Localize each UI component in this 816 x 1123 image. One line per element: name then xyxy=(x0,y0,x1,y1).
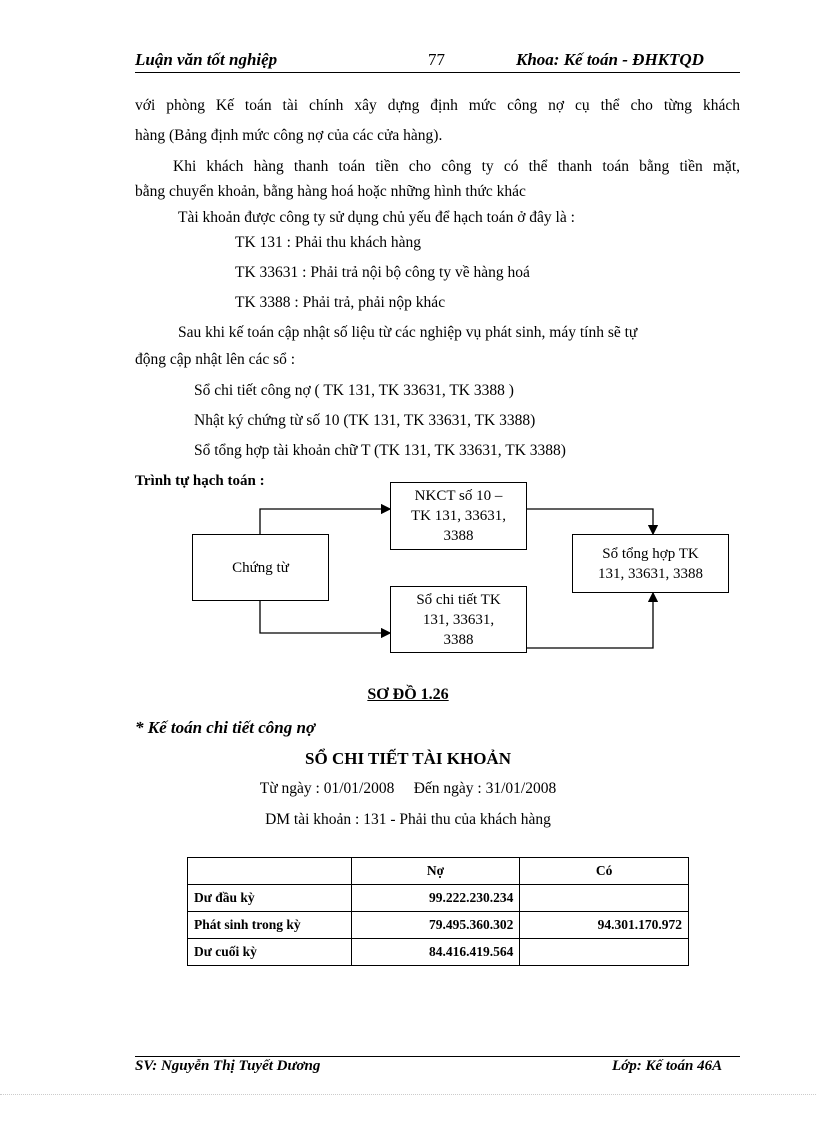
paragraph-4-line-2: động cập nhật lên các sổ : xyxy=(135,351,296,368)
journal-box xyxy=(390,482,527,550)
section-heading: * Kế toán chi tiết công nợ xyxy=(135,718,316,737)
ledger-date-range: Từ ngày : 01/01/2008 Đến ngày : 31/01/2008 xyxy=(259,780,557,797)
paragraph-1-line-2: hàng (Bảng định mức công nợ của các cửa hàng). xyxy=(135,127,443,144)
row-label: Dư cuối kỳ xyxy=(188,939,352,966)
diagram-label: Trình tự hạch toán : xyxy=(135,473,265,489)
diagram-caption: SƠ ĐỒ 1.26 xyxy=(367,686,449,703)
journal-line: 3388 xyxy=(443,528,474,544)
credit-value xyxy=(520,885,689,912)
page-number: 77 xyxy=(428,50,445,69)
paragraph-4-line-1: Sau khi kế toán cập nhật số liệu từ các nghiệp vụ phát sinh, máy tính sẽ tự xyxy=(178,324,638,341)
row-label: Dư đầu kỳ xyxy=(188,885,352,912)
table-row xyxy=(188,885,689,912)
journal-line: TK 131, 33631, xyxy=(411,508,506,524)
paragraph-1-line-1: với phòng Kế toán tài chính xây dựng định mức công nợ cụ thể cho từng khách xyxy=(135,97,740,114)
table-row xyxy=(188,939,689,966)
col-credit-header: Có xyxy=(520,858,689,885)
book-item: Sổ tổng hợp tài khoản chữ T (TK 131, TK 33631, TK 3388) xyxy=(194,442,566,459)
ledger-table xyxy=(187,857,689,966)
account-item: TK 33631 : Phải trả nội bộ công ty về hàng hoá xyxy=(235,264,530,281)
source-box xyxy=(192,534,329,601)
detail-line: 3388 xyxy=(443,631,474,648)
header-right: Khoa: Kế toán - ĐHKTQD xyxy=(516,50,704,69)
summary-line: 131, 33631, 3388 xyxy=(598,565,703,582)
credit-value: 94.301.170.972 xyxy=(520,912,689,939)
arrow-journal-to-summary xyxy=(527,509,653,534)
book-item: Nhật ký chứng từ số 10 (TK 131, TK 33631, TK 3388) xyxy=(194,412,536,429)
arrow-source-to-detail xyxy=(260,601,390,633)
page-edge xyxy=(0,1094,816,1095)
detail-line: Sổ chi tiết TK xyxy=(416,591,501,608)
footer-left: SV: Nguyễn Thị Tuyết Dương xyxy=(135,1058,321,1074)
paragraph-2-line-2: bằng chuyển khoản, bằng hàng hoá hoặc những hình thức khác xyxy=(135,183,526,200)
header-left: Luận văn tốt nghiệp xyxy=(135,50,278,69)
account-item: TK 3388 : Phải trả, phải nộp khác xyxy=(235,294,446,311)
ledger-title: SỔ CHI TIẾT TÀI KHOẢN xyxy=(305,749,511,768)
debit-value: 79.495.360.302 xyxy=(351,912,520,939)
detail-book-box xyxy=(390,586,527,653)
table-header-row xyxy=(188,858,689,885)
debit-value: 99.222.230.234 xyxy=(351,885,520,912)
summary-box xyxy=(572,534,729,593)
footer-rule xyxy=(135,1056,740,1057)
journal-line: NKCT số 10 – xyxy=(414,488,503,504)
row-label: Phát sinh trong kỳ xyxy=(188,912,352,939)
credit-value xyxy=(520,939,689,966)
paragraph-3: Tài khoản được công ty sử dụng chủ yếu để hạch toán ở đây là : xyxy=(178,209,575,226)
ledger-account: DM tài khoản : 131 - Phải thu của khách hàng xyxy=(265,811,551,828)
summary-line: Sổ tổng hợp TK xyxy=(602,545,699,562)
detail-line: 131, 33631, xyxy=(422,611,495,628)
arrow-detail-to-summary xyxy=(527,593,653,648)
account-item: TK 131 : Phải thu khách hàng xyxy=(235,234,421,251)
source-label: Chứng từ xyxy=(232,559,289,576)
arrow-source-to-journal xyxy=(260,509,390,534)
debit-value: 84.416.419.564 xyxy=(351,939,520,966)
col-debit-header: Nợ xyxy=(351,858,520,885)
table-cell xyxy=(188,858,352,885)
paragraph-2-line-1: Khi khách hàng thanh toán tiền cho công ty có thể thanh toán bằng tiền mặt, xyxy=(173,158,740,175)
table-row xyxy=(188,912,689,939)
footer-right: Lớp: Kế toán 46A xyxy=(612,1058,723,1074)
book-item: Sổ chi tiết công nợ ( TK 131, TK 33631, TK 3388 ) xyxy=(194,382,514,399)
